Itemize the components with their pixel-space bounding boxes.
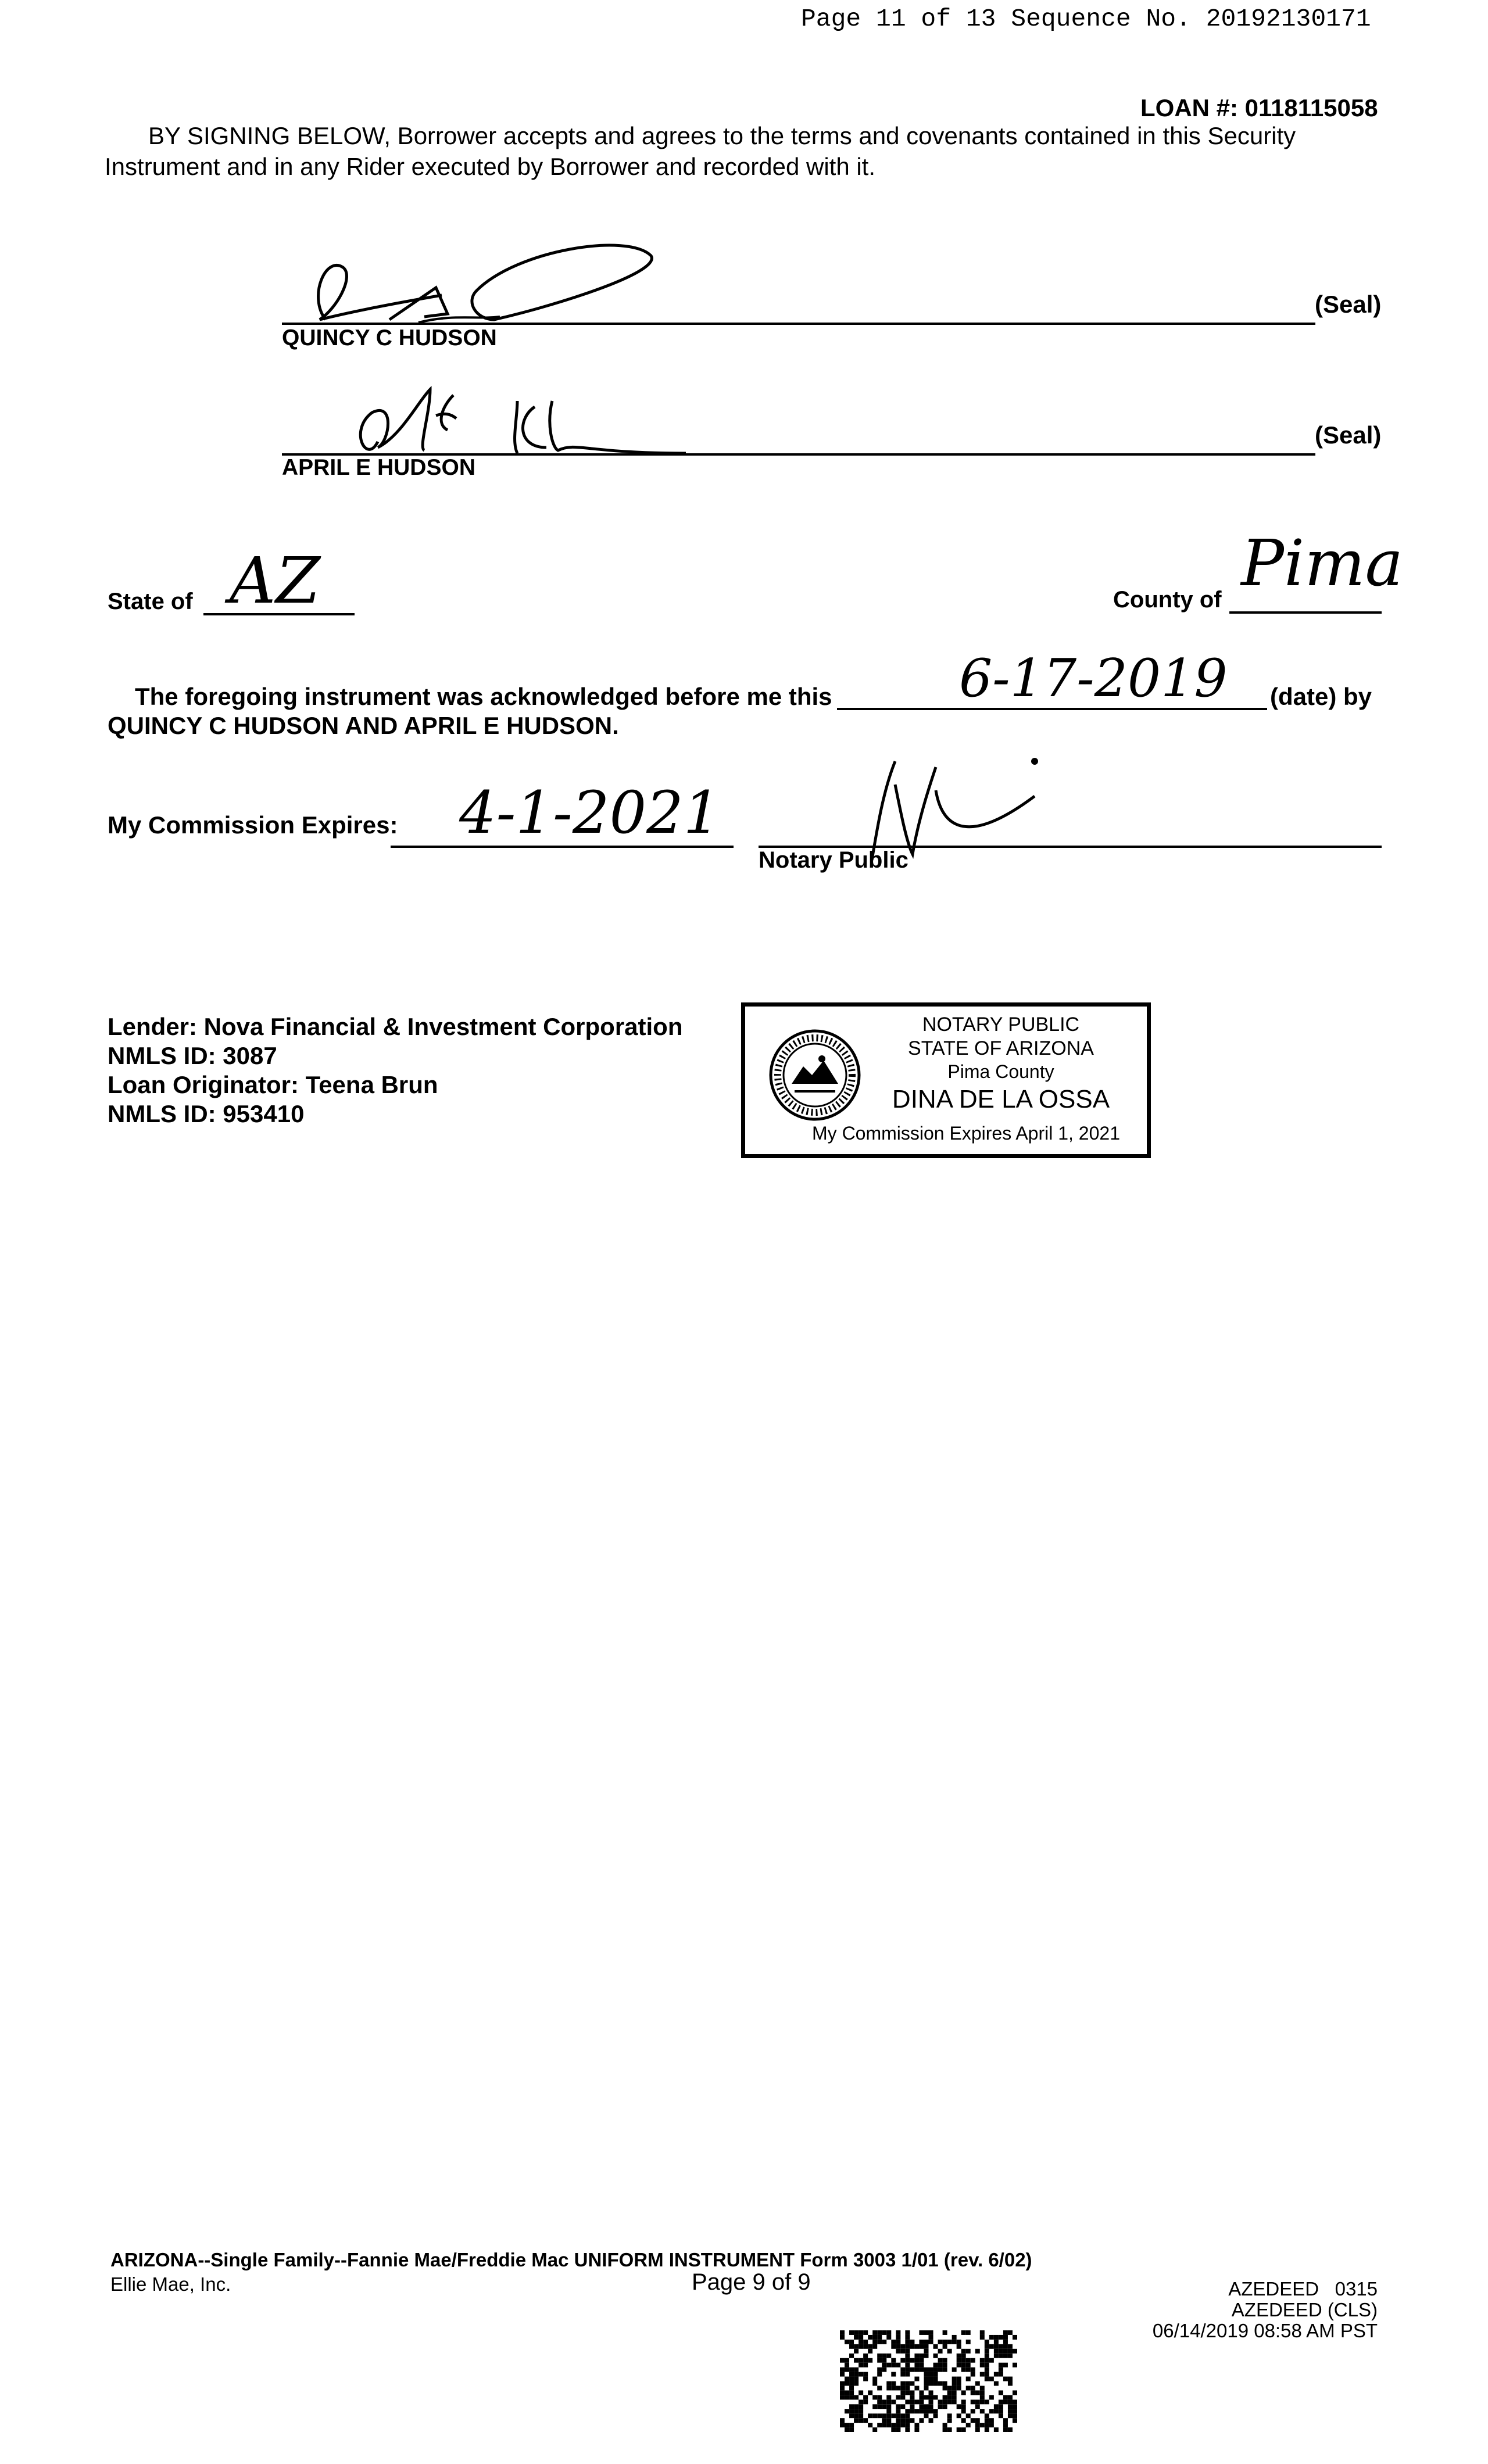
commission-value: 4-1-2021 <box>459 779 721 847</box>
footer-code2: AZEDEED (CLS) <box>1231 2299 1378 2320</box>
notary-public-label: Notary Public <box>759 847 908 873</box>
stamp-line3: Pima County <box>947 1061 1054 1082</box>
county-line <box>1229 611 1382 614</box>
intro-paragraph-line2: Instrument and in any Rider executed by Borrower and recorded with it. <box>105 153 876 180</box>
footer-timestamp: 06/14/2019 08:58 AM PST <box>1152 2320 1378 2341</box>
ack-names: QUINCY C HUDSON AND APRIL E HUDSON. <box>108 712 619 739</box>
lender-line4: NMLS ID: 953410 <box>108 1100 305 1127</box>
stamp-line1: NOTARY PUBLIC <box>922 1013 1080 1036</box>
state-label: State of <box>108 589 193 614</box>
county-label: County of <box>1113 587 1222 613</box>
commission-label: My Commission Expires: <box>108 811 398 839</box>
footer-form-line: ARIZONA--Single Family--Fannie Mae/Freddie Mac UNIFORM INSTRUMENT Form 3003 1/01 (rev. 6/02) <box>110 2249 1032 2270</box>
lender-line1: Lender: Nova Financial & Investment Corporation <box>108 1013 683 1040</box>
borrower1-signature-line <box>282 323 1315 325</box>
page-sequence-header: Page 11 of 13 Sequence No. 20192130171 <box>801 5 1371 33</box>
county-value: Pima <box>1241 526 1404 600</box>
borrower1-name: QUINCY C HUDSON <box>282 325 497 350</box>
lender-line2: NMLS ID: 3087 <box>108 1042 277 1069</box>
borrower2-name: APRIL E HUDSON <box>282 455 475 480</box>
notary-stamp <box>741 1002 1151 1158</box>
stamp-line2: STATE OF ARIZONA <box>908 1037 1094 1059</box>
footer-page: Page 9 of 9 <box>692 2269 811 2295</box>
stamp-line4: DINA DE LA OSSA <box>892 1085 1110 1113</box>
borrower2-seal-label: (Seal) <box>1315 421 1382 449</box>
ack-date-value: 6-17-2019 <box>959 648 1228 709</box>
loan-number: LOAN #: 0118115058 <box>1140 94 1378 121</box>
borrower1-seal-label: (Seal) <box>1315 291 1382 318</box>
state-value: AZ <box>230 543 320 618</box>
date-by-label: (date) by <box>1270 683 1372 710</box>
footer-code1: AZEDEED 0315 <box>1228 2278 1378 2300</box>
footer-company: Ellie Mae, Inc. <box>110 2273 231 2295</box>
arizona-seal-icon <box>768 1029 861 1122</box>
lender-line3: Loan Originator: Teena Brun <box>108 1071 438 1098</box>
ack-text: The foregoing instrument was acknowledged before me this <box>135 683 832 710</box>
intro-paragraph-line1: BY SIGNING BELOW, Borrower accepts and agrees to the terms and covenants contained in this Security <box>148 122 1296 149</box>
stamp-line5: My Commission Expires April 1, 2021 <box>812 1123 1120 1144</box>
barcode-icon <box>840 2330 1017 2432</box>
